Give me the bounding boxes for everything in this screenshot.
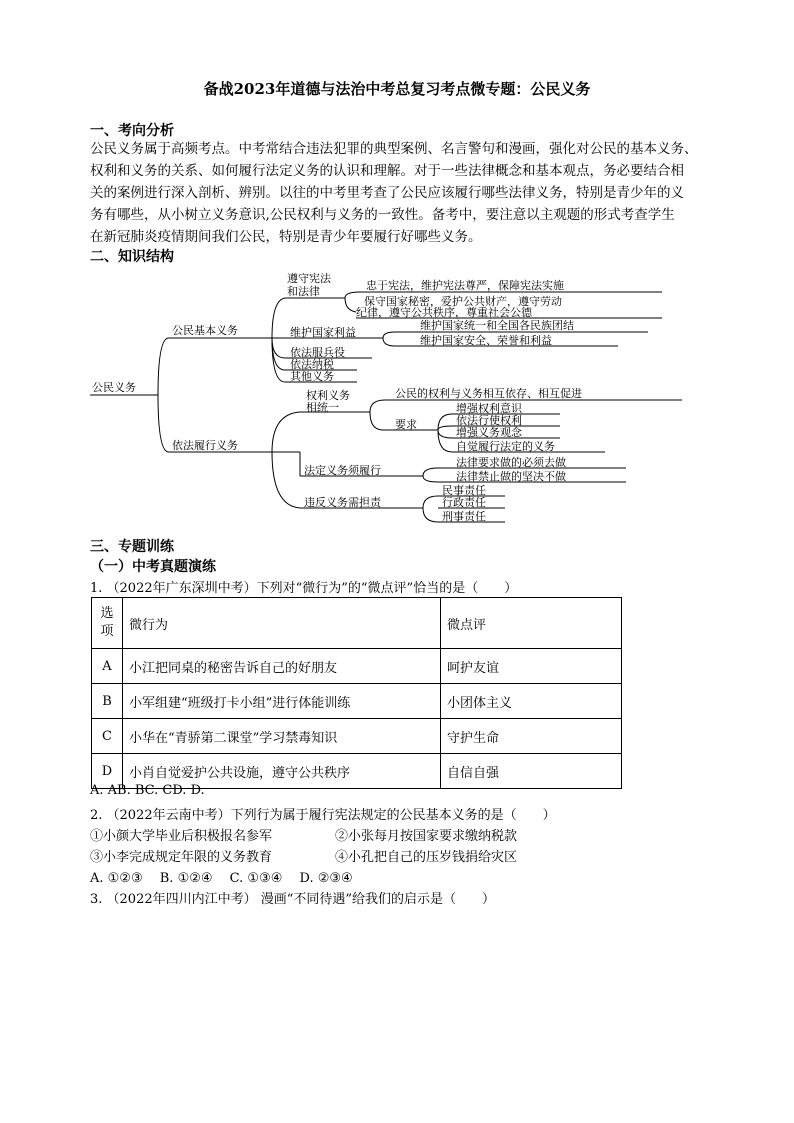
question-2-item: ②小张每月按国家要求缴纳税款 [335, 829, 518, 844]
table-cell-action: 小肖自觉爱护公共设施，遵守公共秩序 [123, 754, 441, 789]
node-constitution-2: 和法律 [287, 285, 320, 298]
node-violate-item: 民事责任 [442, 484, 486, 497]
analysis-line: 权利和义务的关系、如何履行法定义务的认识和理解。对于一些法律概念和基本观点，务必要结合相 [90, 163, 684, 179]
node-unity-2: 相统一 [306, 401, 339, 414]
section-heading-training: 三、专题训练 [90, 539, 174, 555]
node-require: 要求 [395, 418, 417, 431]
table-cell-action: 小江把同桌的秘密告诉自己的好朋友 [123, 649, 441, 684]
section-heading-structure: 二、知识结构 [90, 249, 174, 265]
table-cell-comment: 小团体主义 [441, 684, 622, 719]
table-cell-option: A [92, 649, 123, 684]
table-cell-comment: 呵护友谊 [441, 649, 622, 684]
table-row [92, 649, 622, 684]
node-other: 其他义务 [290, 370, 334, 383]
table-cell-comment: 自信自强 [441, 754, 622, 789]
node-military: 依法服兵役 [290, 346, 345, 359]
table-cell-option: D [92, 754, 123, 789]
subsection-heading: （一）中考真题演练 [90, 559, 216, 575]
node-violate-item: 刑事责任 [442, 510, 486, 523]
question-3-stem: 3. （2022年四川内江中考） 漫画“不同待遇”给我们的启示是（ ） [90, 892, 496, 907]
node-root: 公民义务 [92, 381, 136, 394]
question-1-stem: 1. （2022年广东深圳中考）下列对“微行为”的“微点评”恰当的是（ ） [90, 581, 518, 596]
table-header-comment: 微点评 [441, 598, 622, 649]
node-require-item: 自觉履行法定的义务 [456, 440, 555, 453]
table-cell-option: B [92, 684, 123, 719]
analysis-line: 在新冠肺炎疫情期间我们公民，特别是青少年要履行好哪些义务。 [90, 229, 482, 245]
question-1-choices: A. AB. BC. CD. D. [90, 783, 205, 798]
table-row [92, 719, 622, 754]
node-legal-item: 法律禁止做的坚决不做 [456, 470, 566, 483]
table-cell-action: 小军组建“班级打卡小组”进行体能训练 [123, 684, 441, 719]
header-option-char: 项 [100, 624, 114, 639]
node-national-item: 维护国家安全、荣誉和利益 [420, 334, 552, 347]
table-row [92, 684, 622, 719]
node-violate-item: 行政责任 [442, 496, 486, 509]
node-require-item: 依法行使权利 [456, 414, 522, 427]
node-national-item: 维护国家统一和全国各民族团结 [420, 319, 574, 332]
node-unity-1: 权利义务 [306, 389, 350, 402]
node-legal-item: 法律要求做的必须去做 [456, 456, 566, 469]
node-tax: 依法纳税 [290, 358, 334, 371]
node-perform: 依法履行义务 [172, 439, 238, 452]
node-basic-duty: 公民基本义务 [172, 324, 238, 337]
question-2-stem: 2. （2022年云南中考）下列行为属于履行宪法规定的公民基本义务的是（ ） [90, 808, 556, 823]
question-1-table [91, 597, 622, 789]
node-constitution-1: 遵守宪法 [287, 272, 331, 285]
table-cell-comment: 守护生命 [441, 719, 622, 754]
analysis-line: 务有哪些，从小树立义务意识,公民权利与义务的一致性。备考中，要注意以主观题的形式考查学生 [90, 207, 675, 223]
table-header-option [92, 598, 123, 649]
question-2-item: ③小李完成规定年限的义务教育 [90, 850, 273, 865]
table-cell-action: 小华在“青骄第二课堂”学习禁毒知识 [123, 719, 441, 754]
knowledge-structure-diagram [0, 0, 794, 540]
node-constitution-item: 纪律，遵守公共秩序，尊重社会公德 [356, 306, 532, 319]
node-require-item: 增强权利意识 [456, 402, 522, 415]
table-cell-option: C [92, 719, 123, 754]
analysis-line: 关的案例进行深入剖析、辨别。以往的中考里考查了公民应该履行哪些法律义务，特别是青少年的义 [90, 185, 684, 201]
table-header-row [92, 598, 622, 649]
node-unity-item: 公民的权利与义务相互依存、相互促进 [395, 387, 582, 400]
node-violate: 违反义务需担责 [304, 496, 381, 509]
node-constitution-item: 保守国家秘密，爱护公共财产，遵守劳动 [364, 295, 562, 308]
table-header-action: 微行为 [123, 598, 441, 649]
node-constitution-item: 忠于宪法，维护宪法尊严，保障宪法实施 [366, 279, 564, 292]
question-2-item: ①小颜大学毕业后积极报名参军 [90, 829, 273, 844]
node-national-interest: 维护国家利益 [290, 326, 356, 339]
node-legal: 法定义务须履行 [304, 464, 381, 477]
node-require-item: 增强义务观念 [456, 426, 522, 439]
header-option-char: 选 [100, 606, 114, 621]
section-heading-analysis: 一、考向分析 [90, 123, 174, 139]
page-title: 备战2023年道德与法治中考总复习考点微专题：公民义务 [203, 80, 591, 98]
question-2-choices: A. ①②③ B. ①②④ C. ①③④ D. ②③④ [90, 871, 353, 886]
analysis-line: 公民义务属于高频考点。中考常结合违法犯罪的典型案例、名言警句和漫画，强化对公民的基本义务、 [90, 141, 698, 157]
question-2-item: ④小孔把自己的压岁钱捐给灾区 [335, 850, 518, 865]
